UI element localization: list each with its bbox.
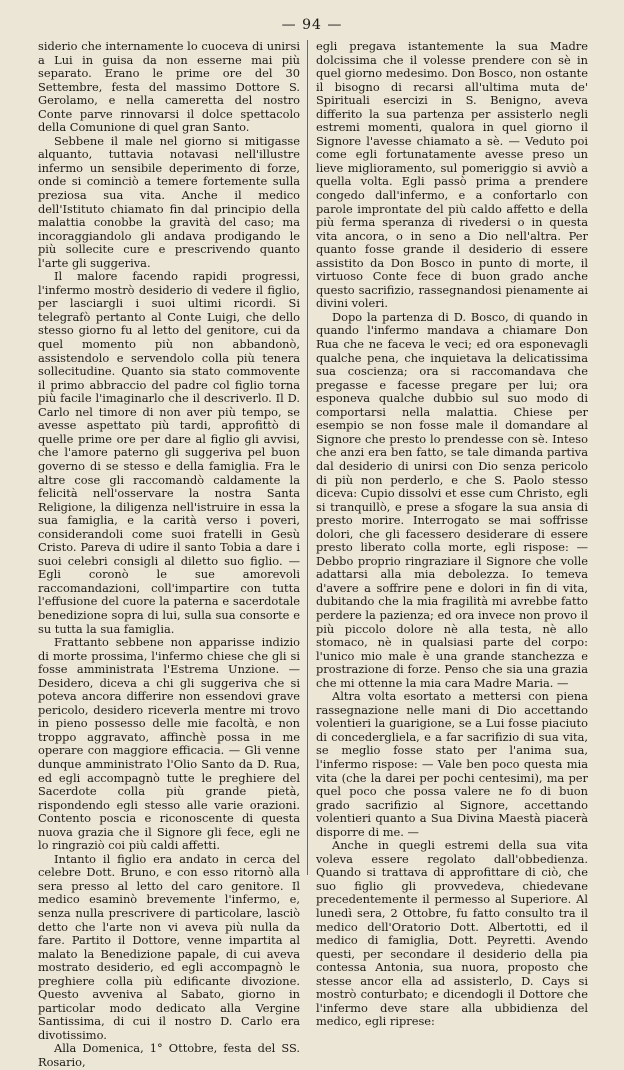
paragraph: siderio che internamente lo cuoceva di unirsi a Lui in guisa da non esserne mai più separato. Erano le prime ore del 30 Settembre, festa del massimo Dottore S. Gerolamo, e nella cameretta del nostro Conte parve rinnovarsi il dolce spettacolo della Comunione di quel gran Santo. bbox=[38, 39, 300, 135]
paragraph: Anche in quegli estremi della sua vita voleva essere regolato dall'obbedienza. Quando si trattava di approfittare di ciò, che suo figlio gli provvedeva, chiedevane precedentemente il permesso al Superiore. Al lunedì sera, 2 Ottobre, fu fatto consulto tra il medico dell'Oratorio Dott. Albertotti, ed il medico di famiglia, Dott. Peyretti. Avendo questi, per secondare il desiderio della pia contessa Antonia, sua nuora, proposto che stesse ancor ella ad assisterlo, D. Cays si mostrò conturbato; e dicendogli il Dottore che l'infermo deve stare alla ubbidienza del medico, egli riprese: bbox=[316, 838, 588, 1029]
page-number: — 94 — bbox=[281, 17, 343, 33]
column-divider bbox=[307, 40, 308, 875]
paragraph: Sebbene il male nel giorno si mitigasse alquanto, tuttavia notavasi nell'illustre infermo un sensibile deperimento di forze, onde si cominciò a temere fortemente sulla preziosa sua vita. Anche il medico dell'Istituto chiamato fin dal principio della malattia conobbe la gravità del caso; ma incoraggiandolo gli andava prodigando le più sollecite cure e prescrivendo quanto l'arte gli suggeriva. bbox=[38, 133, 300, 270]
paragraph: Altra volta esortato a mettersi con piena rassegnazione nelle mani di Dio accettando volentieri la guarigione, se a Lui fosse piaciuto di concedergliela, e a far sacrifizio di sua vita, se meglio fosse stato per l'anima sua, l'infermo rispose: — Vale ben poco questa mia vita (che la darei per pochi centesimi), ma per quel poco che possa valere ne fo di buon grado sacrifizio al Signore, accettando volentieri quanto a Sua Divina Maestà piacerà disporre di me. — bbox=[316, 689, 588, 839]
paragraph: egli pregava istantemente la sua Madre dolcissima che il volesse prendere con sè in quel giorno medesimo. Don Bosco, non ostante il bisogno di recarsi all'ultima muta de' Spirituali esercizi in S. Benigno, aveva differito la sua partenza per assisterlo negli estremi momenti, qualora in quel giorno il Signore l'avesse chiamato a sè. — Veduto poi come egli fortunatamente avesse preso un lieve miglioramento, sul pomeriggio si avviò a quella volta. Egli passò prima a prendere congedo dall'infermo, e a confortarlo con parole improntate del più caldo affetto e della più ferma speranza di rivedersi o in questa vita ancora, o in seno a Dio nell'altra. Per quanto fosse grande il desiderio di essere assistito da Don Bosco in punto di morte, il virtuoso Conte fece di buon grado anche questo sacrifizio, rassegnandosi pienamente ai divini voleri. bbox=[316, 39, 588, 311]
paragraph: Intanto il figlio era andato in cerca del celebre Dott. Bruno, e con esso ritornò alla sera presso al letto del caro genitore. Il medico esaminò brevemente l'infermo, e, senza nulla prescrivere di particolare, lasciò detto che l'arte non vi aveva più nulla da fare. Partito il Dottore, venne impartita al malato la Benedizione papale, di cui aveva mostrato desiderio, ed egli accompagnò le preghiere colla più edificante divozione. Questo avveniva al Sabato, giorno in particolar modo dedicato alla Vergine Santissima, di cui il nostro D. Carlo era divotissimo. bbox=[38, 851, 300, 1042]
paragraph: Alla Domenica, 1° Ottobre, festa del SS. Rosario, bbox=[38, 1041, 300, 1070]
left-column bbox=[38, 39, 300, 1070]
paragraph: Dopo la partenza di D. Bosco, di quando in quando l'infermo mandava a chiamare Don Rua che ne faceva le veci; ed ora esponevagli qualche pena, che inquietava la delicatissima sua coscienza; ora si raccomandava che pregasse e facesse pregare per lui; ora esponeva qualche dubbio sul suo modo di comportarsi nella malattia. Chiese per esempio se non fosse male il domandare al Signore che presto lo prendesse con sè. Inteso che anzi era ben fatto, se tale dimanda partiva dal desiderio di unirsi con Dio senza pericolo di più non perderlo, e che S. Paolo stesso diceva: Cupio dissolvi et esse cum Christo, egli si tranquillò, e prese a sfogare la sua ansia di presto morire. Interrogato se mai soffrisse dolori, che gli facessero desiderare di essere presto liberato colla morte, egli rispose: — Debbo proprio ringraziare il Signore che volle adattarsi alla mia debolezza. Io temeva d'avere a soffrire pene e dolori in fin di vita, dubitando che la mia fragilità mi avrebbe fatto perdere la pazienza; ed ora invece non provo il più piccolo dolore nè alla testa, nè allo stomaco, nè in qualsiasi parte del corpo: l'unico mio male è una grande stanchezza e prostrazione di forze. Penso che sia una grazia che mi ottenne la mia cara Madre Maria. — bbox=[316, 309, 588, 690]
right-column bbox=[316, 39, 588, 1029]
paragraph: Frattanto sebbene non apparisse indizio di morte prossima, l'infermo chiese che gli si fosse amministrata l'Estrema Unzione. — Desidero, diceva a chi gli suggeriva che si poteva ancora differire non essendovi grave pericolo, desidero riceverla mentre mi trovo in pieno possesso delle mie facoltà, e non troppo aggravato, affinchè possa in me operare con maggiore efficacia. — Gli venne dunque amministrato l'Olio Santo da D. Rua, ed egli accompagnò tutte le preghiere del Sacerdote colla più grande pietà, rispondendo egli stesso alle varie orazioni. Contento poscia e riconoscente di questa nuova grazia che il Signore gli fece, egli ne lo ringraziò coi più caldi affetti. bbox=[38, 635, 300, 853]
paragraph: Il malore facendo rapidi progressi, l'infermo mostrò desiderio di vedere il figlio, per lasciargli i suoi ultimi ricordi. Si telegrafò pertanto al Conte Luigi, che dello stesso giorno fu al letto del genitore, cui da quel momento più non abbandonò, assistendolo e servendolo colla più tenera sollecitudine. Quanto sia stato commovente il primo abbraccio del padre col figlio torna più facile l'imaginarlo che il descriverlo. Il D. Carlo nel timore di non aver più tempo, se avesse aspettato più tardi, approfittò di quelle prime ore per dare al figlio gli avvisi, che l'amore paterno gli suggeriva pel buon governo di se stesso e della famiglia. Fra le altre cose gli raccomandò caldamente la felicità nell'osservare la nostra Santa Religione, la diligenza nell'istruire in essa la sua famiglia, e la carità verso i poveri, considerandoli come suoi fratelli in Gesù Cristo. Pareva di udire il santo Tobia a dare i suoi celebri consigli al diletto suo figlio. — Egli coronò le sue amorevoli raccomandazioni, coll'impartire con tutta l'effusione del cuore la paterna e sacerdotale benedizione sopra di lui, sulla sua consorte e su tutta la sua famiglia. bbox=[38, 269, 300, 636]
